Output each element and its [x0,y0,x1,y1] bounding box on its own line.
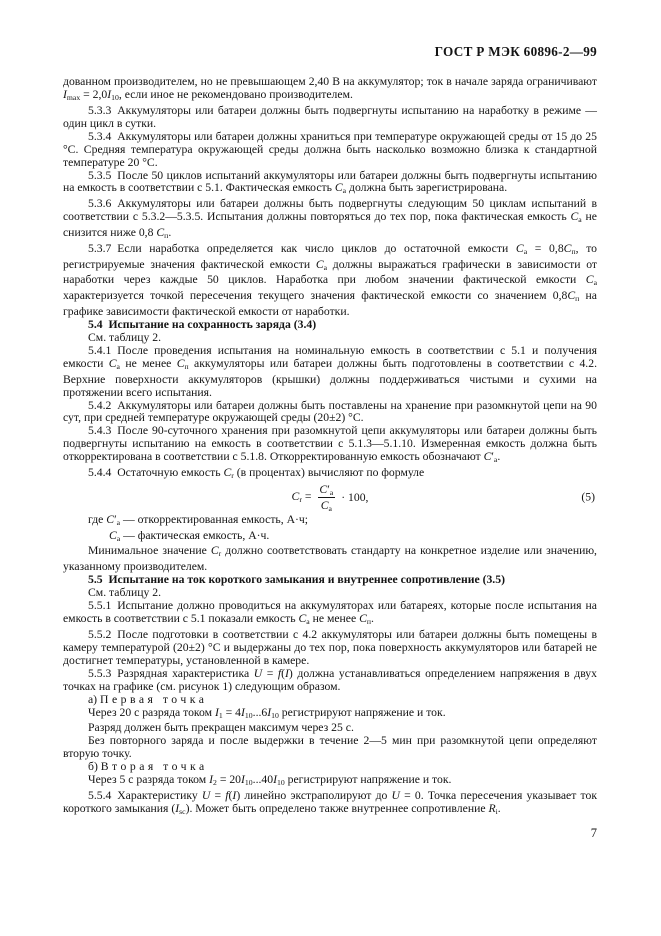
page-header: ГОСТ Р МЭК 60896-2—99 [434,44,597,59]
page-number: 7 [590,826,597,840]
para-5-4-1: 5.4.1 После проведения испытания на номинальную емкость в соответствии с 5.1 и получения емкости Cа не менее Cп аккумуляторы или батареи должны быть подготовлены в соответствии с 4.2. Верхние поверхности аккумуляторов (крышки) должны поддерживаться чистыми и сухими на протяжении всего испытания. [63,343,597,399]
para-5-5-3: 5.5.3 Разрядная характеристика U = f(I) должна устанавливаться определением напряжения в двух точках на графике (см. рисунок 1) следующим образом. [63,666,597,693]
para-point-a-1: Через 20 с разряда током I1 = 4I10...6I10 регистрируют напряжение и ток. [88,705,446,720]
para-min-value: Минимальное значение Cr должно соответствовать стандарту на конкретное изделие или значению, указанному производителем. [63,544,597,574]
formula-lhs: Cr = [291,489,312,504]
para-see-table-2a: См. таблицу 2. [88,330,162,344]
para-point-b-1: Через 5 с разряда током I2 = 20I10...40I10 регистрируют напряжение и ток. [88,773,452,788]
document-body [63,76,597,819]
equation-number: (5) [581,490,595,504]
para-5-4-4: 5.4.4 Остаточную емкость Cr (в процентах) вычисляют по формуле [88,466,425,480]
para-5-3-6: 5.3.6 Аккумуляторы или батареи должны быть подвергнуты следующим 50 циклам испытаний в соответствии с 5.3.2—5.3.5. Испытания должны повторяться до тех пор, пока фактическая емкость Cа не снизится ниже 0,8 Cп. [63,197,597,240]
para-5-4-3: 5.4.3 После 90-суточного хранения при разомкнутой цепи аккумуляторы или батареи должны быть подвергнуты испытанию на емкость в соответствии с 5.1.3—5.1.10. Измеренная емкость должна быть откорректирована в соответствии с 5.1.8. Откорректированную емкость обозначают C′а. [63,424,597,465]
heading-5-4: 5.4 Испытание на сохранность заряда (3.4) [88,317,317,331]
para-point-b: б) Вторая точка [88,760,208,774]
para-5-3-4: 5.3.4 Аккумуляторы или батареи должны храниться при температуре окружающей среды от 15 до 25 °С. Средняя температура окружающей среды должна быть насколько возможно близка к стандартной температуре 20 °С. [63,129,597,169]
formula-fraction [316,483,336,514]
para-see-table-2b: См. таблицу 2. [88,586,162,600]
para-point-a-2: Разряд должен быть прекращен максимум через 25 с. [88,721,354,735]
para-5-4-2: 5.4.2 Аккумуляторы или батареи должны быть поставлены на хранение при разомкнутой цепи на 90 сут, при средней температуре окружающей среды (20±2) °С. [63,398,597,425]
formula-5 [63,483,597,514]
para-5-5-2: 5.5.2 После подготовки в соответствии с 4.2 аккумуляторы или батареи должны быть помещены в камеру температурой (20±2) °С и выдержаны до тех пор, пока поверхность аккумуляторов или батарей не достигнет температуры, установленной в камере. [63,627,597,667]
heading-5-5: 5.5 Испытание на ток короткого замыкания и внутреннее сопротивление (3.5) [88,573,505,587]
formula-tail: · 100, [341,490,369,504]
para-point-a-3: Без повторного заряда и после выдержки в течение 2—5 мин при разомкнутой цепи определяют вторую точку. [63,734,597,761]
para-point-a: а) Первая точка [88,692,208,706]
formula-numerator: C′а [319,482,334,497]
para-5-5-4: 5.5.4 Характеристику U = f(I) линейно экстраполируют до U = 0. Точка пересечения указывает ток короткого замыкания (Isc). Может быть определено также внутреннее сопротивление Ri. [63,789,597,816]
para-5-5-1: 5.5.1 Испытание должно проводиться на аккумуляторах или батареях, которые после испытания на емкость в соответствии с 5.1 показали емкость Cа не менее Cп. [63,599,597,626]
formula-denominator: Cа [318,497,335,513]
para-5-3-5: 5.3.5 После 50 циклов испытаний аккумуляторы или батареи должны быть подвергнуты испытанию на емкость в соответствии с 5.1. Фактическая емкость Cа должна быть зарегистрирована. [63,168,597,196]
para-where-def-2: Cа — фактическая емкость, А·ч. [109,528,270,543]
para-5-3-3: 5.3.3 Аккумуляторы или батареи должны быть подвергнуты испытанию на наработку в режиме — один цикл в сутки. [63,103,597,130]
para-intro-continued: дованном производителем, но не превышающем 2,40 В на аккумулятор; ток в начале заряда ограничивают Imax = 2,0I10, если иное не рекомендовано производителем. [63,75,597,102]
para-where: где C′а — откорректированная емкость, А·ч; [88,512,309,527]
para-5-3-7: 5.3.7 Если наработка определяется как число циклов до остаточной емкости Cа = 0,8Cп, то регистрируемые значения фактической емкости Cа должны выражаться графически в зависимости от наработки через каждые 50 циклов. Наработка при любом значении фактической емкости Cа характеризуется точкой пересечения текущего значения фактической емкости со значением 0,8Cп на графике зависимости фактической емкости от наработки. [63,241,597,318]
